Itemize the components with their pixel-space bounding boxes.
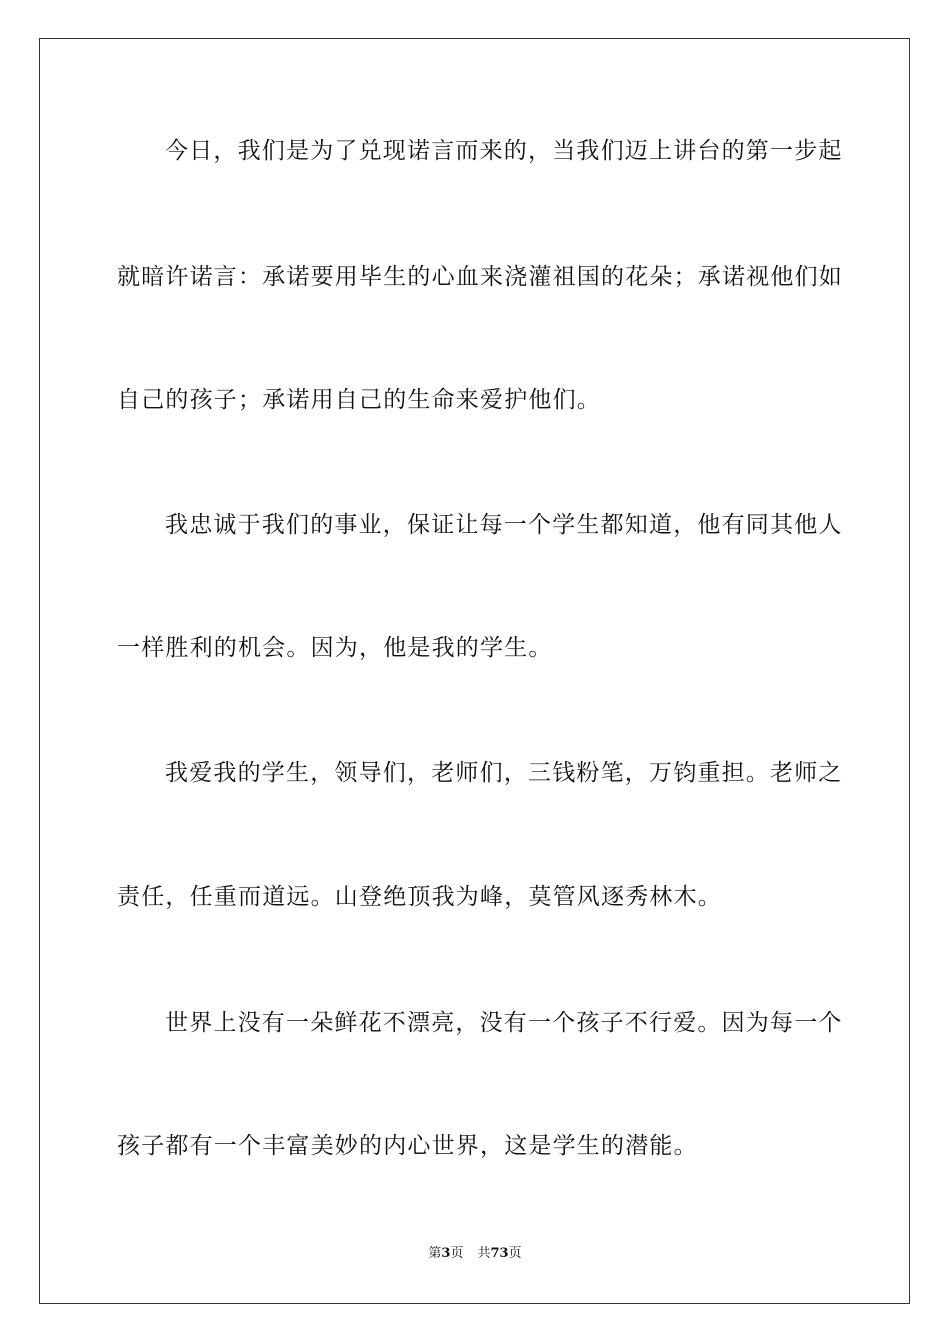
page-number: 3	[441, 1246, 451, 1261]
paragraph-3-line-1: 我爱我的学生，领导们，老师们，三钱粉笔，万钧重担。老师之	[165, 760, 843, 786]
total-suffix: 页	[508, 1246, 522, 1261]
paragraph-1-line-1: 今日，我们是为了兑现诺言而来的，当我们迈上讲台的第一步起	[165, 138, 843, 164]
total-prefix: 共	[477, 1246, 491, 1261]
paragraph-1-line-2: 就暗许诺言：承诺要用毕生的心血来浇灌祖国的花朵；承诺视他们如	[117, 264, 843, 290]
total-pages: 73	[490, 1246, 509, 1261]
paragraph-4-line-1: 世界上没有一朵鲜花不漂亮，没有一个孩子不行爱。因为每一个	[165, 1010, 843, 1036]
page-prefix: 第	[428, 1246, 442, 1261]
page-border	[39, 38, 910, 1304]
paragraph-3-line-2: 责任，任重而道远。山登绝顶我为峰，莫管风逐秀林木。	[117, 884, 722, 910]
page-suffix: 页	[450, 1246, 464, 1261]
paragraph-2-line-2: 一样胜利的机会。因为，他是我的学生。	[117, 635, 553, 661]
page-footer	[0, 1245, 950, 1263]
paragraph-4-line-2: 孩子都有一个丰富美妙的内心世界，这是学生的潜能。	[117, 1133, 698, 1159]
paragraph-2-line-1: 我忠诚于我们的事业，保证让每一个学生都知道，他有同其他人	[165, 512, 843, 538]
paragraph-1-line-3: 自己的孩子；承诺用自己的生命来爱护他们。	[117, 387, 601, 413]
